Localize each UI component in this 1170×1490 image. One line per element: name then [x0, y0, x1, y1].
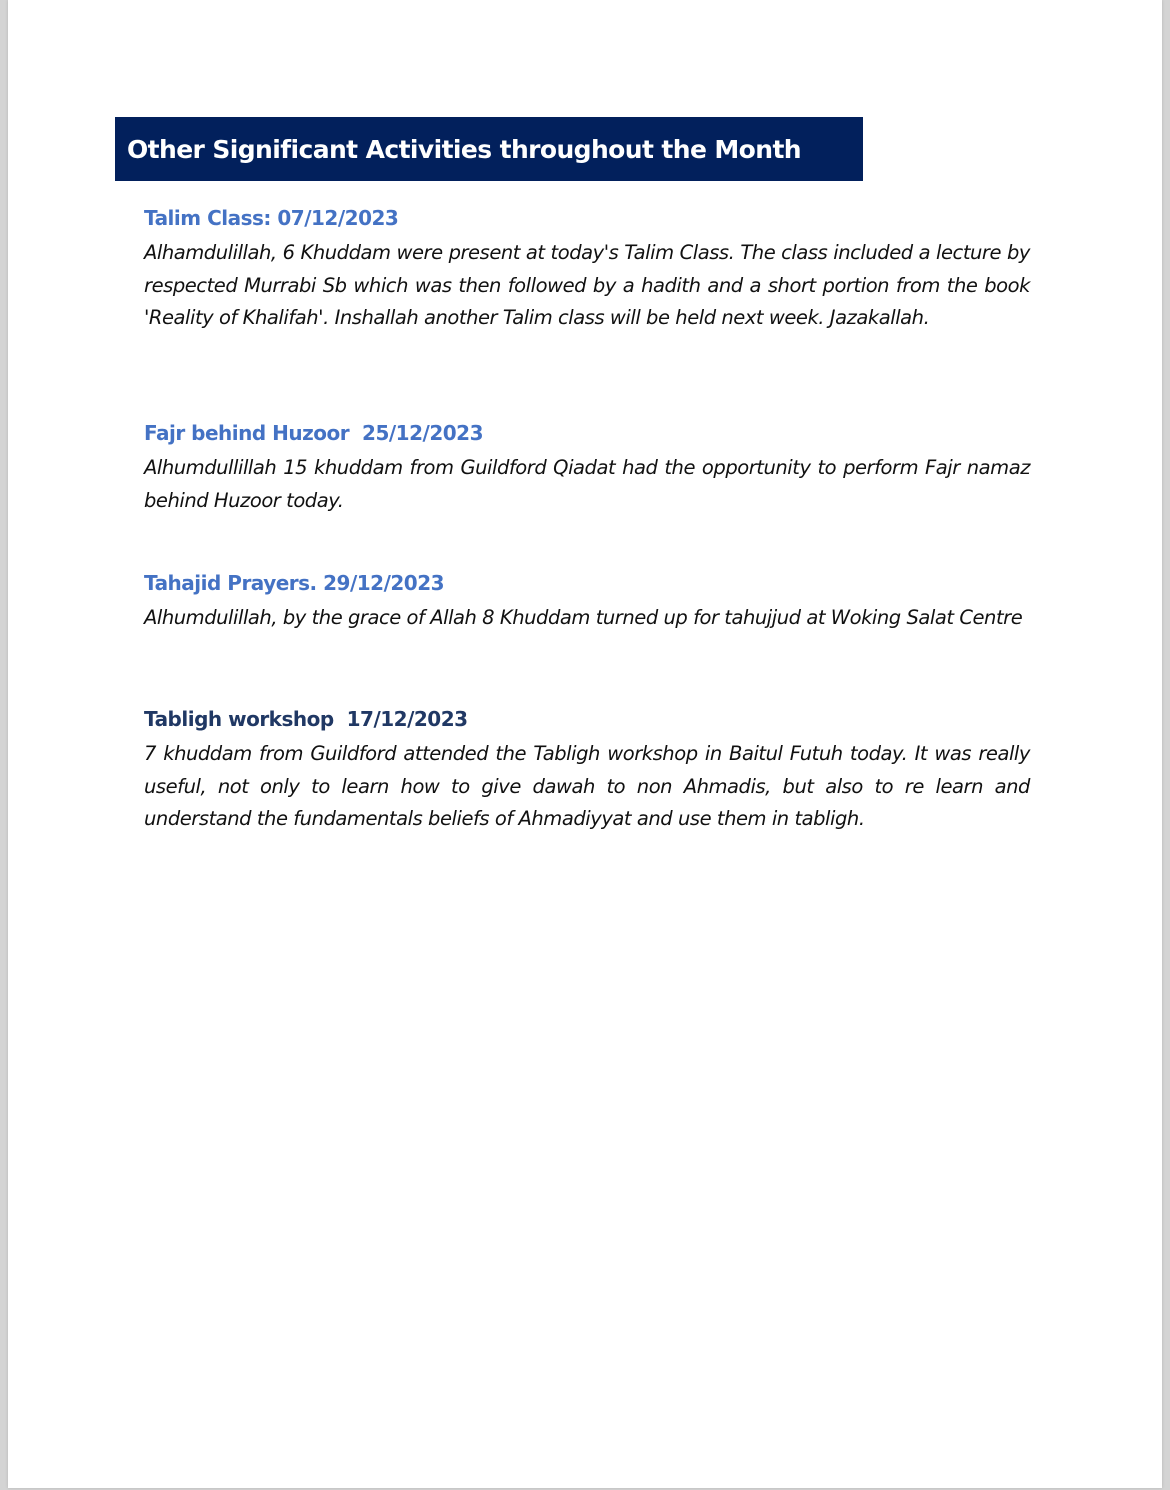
- section-banner: [115, 117, 863, 181]
- activity-tabligh-workshop: [144, 706, 1030, 836]
- activity-heading: Tabligh workshop 17/12/2023: [144, 707, 468, 731]
- activity-tahajid-prayers: [144, 570, 1030, 635]
- section-title: Other Significant Activities throughout the Month: [127, 134, 802, 164]
- activity-heading: Fajr behind Huzoor 25/12/2023: [144, 421, 483, 445]
- document-page: [8, 0, 1162, 1488]
- activity-description: Alhumdulillah, by the grace of Allah 8 Khuddam turned up for tahujjud at Woking Salat Centre: [144, 606, 1023, 629]
- activity-description: Alhumdullillah 15 khuddam from Guildford Qiadat had the opportunity to perform Fajr namaz behind Huzoor today.: [144, 456, 1030, 512]
- activity-fajr-behind-huzoor: [144, 420, 1030, 517]
- activity-heading: Tahajid Prayers. 29/12/2023: [144, 571, 445, 595]
- activity-description: Alhamdulillah, 6 Khuddam were present at today's Talim Class. The class included a lecture by respected Murrabi Sb which was then followed by a hadith and a short portion from the book 'Reality of Khalifah'. Inshallah another Talim class will be held next week. Jazakallah.: [144, 241, 1030, 329]
- activity-heading: Talim Class: 07/12/2023: [144, 206, 399, 230]
- activity-talim-class: [144, 205, 1030, 335]
- activity-description: 7 khuddam from Guildford attended the Tabligh workshop in Baitul Futuh today. It was really useful, not only to learn how to give dawah to non Ahmadis, but also to re learn and understand the fundamentals beliefs of Ahmadiyyat and use them in tabligh.: [144, 742, 1030, 830]
